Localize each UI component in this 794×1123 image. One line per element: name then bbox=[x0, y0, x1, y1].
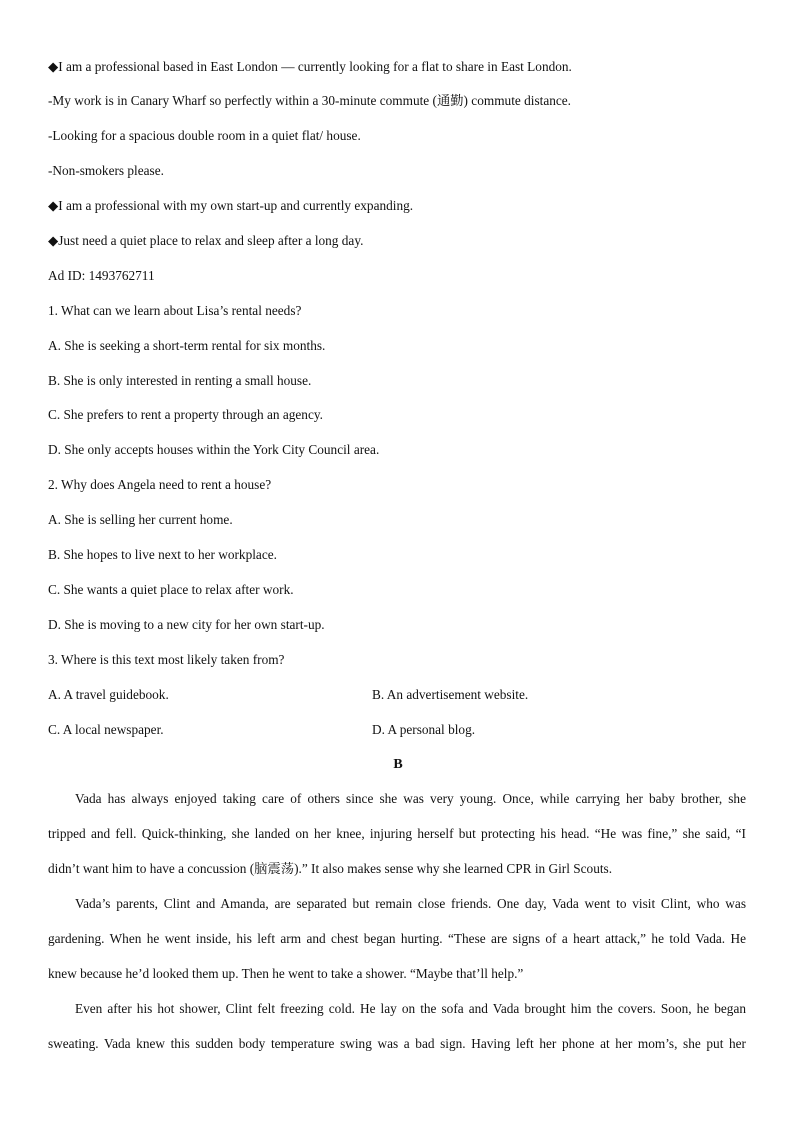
ad-id: Ad ID: 1493762711 bbox=[48, 268, 155, 283]
passage-line: knew because he’d looked them up. Then he went to take a shower. “Maybe that’ll help.” bbox=[48, 966, 524, 981]
ad-line: -Non-smokers please. bbox=[48, 163, 164, 178]
question-stem: 3. Where is this text most likely taken from? bbox=[48, 652, 285, 667]
passage-line: tripped and fell. Quick-thinking, she landed on her knee, injuring herself but protecting his head. “He was fine,” she said, “I bbox=[48, 826, 746, 841]
passage-line: Even after his hot shower, Clint felt freezing cold. He lay on the sofa and Vada brought him the covers. Soon, he began bbox=[75, 1001, 746, 1016]
question-option: A. She is selling her current home. bbox=[48, 512, 233, 527]
document-page bbox=[48, 0, 748, 1123]
ad-line: ◆I am a professional with my own start-up and currently expanding. bbox=[48, 198, 414, 213]
question-option: B. She is only interested in renting a small house. bbox=[48, 373, 312, 388]
question-option: A. A travel guidebook. bbox=[48, 687, 169, 702]
question-stem: 1. What can we learn about Lisa’s rental needs? bbox=[48, 303, 302, 318]
question-option: C. She prefers to rent a property through an agency. bbox=[48, 407, 323, 422]
question-option: B. She hopes to live next to her workplace. bbox=[48, 547, 277, 562]
ad-line: -My work is in Canary Wharf so perfectly within a 30-minute commute (通勤) commute distance. bbox=[48, 93, 571, 108]
question-option: D. She is moving to a new city for her own start-up. bbox=[48, 617, 325, 632]
question-option: D. A personal blog. bbox=[372, 722, 476, 737]
passage-line: gardening. When he went inside, his left arm and chest began hurting. “These are signs of a heart attack,” he told Vada. He bbox=[48, 931, 746, 946]
question-stem: 2. Why does Angela need to rent a house? bbox=[48, 477, 272, 492]
ad-line: ◆I am a professional based in East London — currently looking for a flat to share in East London. bbox=[48, 59, 572, 74]
question-option: C. She wants a quiet place to relax after work. bbox=[48, 582, 294, 597]
passage-line: Vada’s parents, Clint and Amanda, are separated but remain close friends. One day, Vada went to visit Clint, who was bbox=[75, 896, 746, 911]
section-heading: B bbox=[393, 757, 403, 772]
passage-line: sweating. Vada knew this sudden body temperature swing was a bad sign. Having left her phone at her mom’s, she put her bbox=[48, 1036, 746, 1051]
passage-line: didn’t want him to have a concussion (脑震荡).” It also makes sense why she learned CPR in Girl Scouts. bbox=[48, 861, 613, 876]
ad-line: -Looking for a spacious double room in a quiet flat/ house. bbox=[48, 128, 361, 143]
question-option: D. She only accepts houses within the York City Council area. bbox=[48, 442, 380, 457]
question-option: C. A local newspaper. bbox=[48, 722, 164, 737]
question-option: B. An advertisement website. bbox=[372, 687, 529, 702]
passage-line: Vada has always enjoyed taking care of others since she was very young. Once, while carrying her baby brother, she bbox=[75, 791, 746, 806]
ad-line: ◆Just need a quiet place to relax and sleep after a long day. bbox=[48, 233, 364, 248]
question-option: A. She is seeking a short-term rental for six months. bbox=[48, 338, 326, 353]
